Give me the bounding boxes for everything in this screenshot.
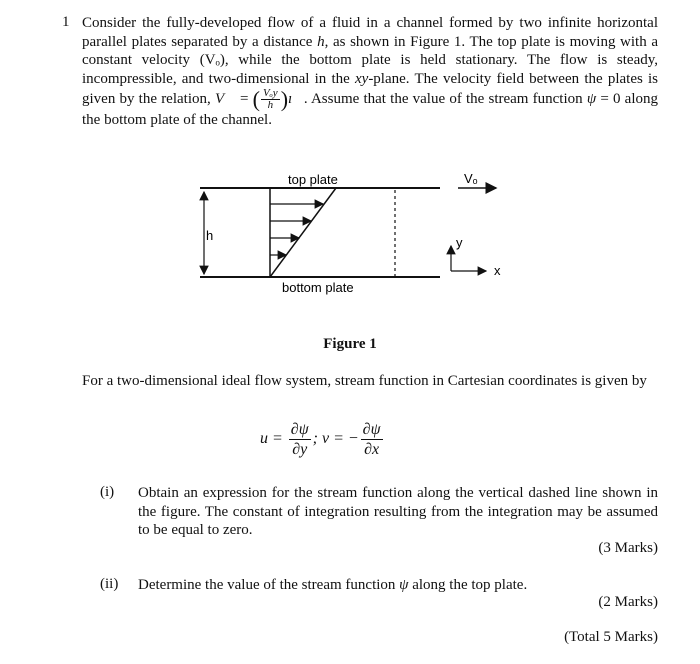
profile-diagonal [270, 188, 336, 277]
h-label: h [206, 228, 214, 243]
question-number: 1 [62, 14, 70, 30]
stream-function-equations: u = $\frac{\partial\psi}{\partial y}$ ; v = − $\frac{\partial\psi}{\partial x}$ [260, 421, 381, 458]
part-ii-marks: (2 Marks) [598, 594, 658, 610]
question-text: Consider the fully-developed flow of a fluid in a channel formed by two infinite horizontal parallel plates separated by a distance h, as shown in Figure 1. The top plate is moving with a constant velocity (Vₒ), while the bottom plate is held stationary. The flow is steady, incompressible, and two-dimensional in the xy-plane. The velocity field between the plates is given by the relation, V⃗ = ( $\frac{\text{Vₒy}}{h}$ )ı⃗. Assume that the value of the stream function ψ = 0 along the bottom plate of the channel. [82, 15, 659, 129]
velocity-label: Vₒ [464, 171, 478, 186]
figure-caption: Figure 1 [323, 336, 377, 352]
part-ii-text: Determine the value of the stream function ψ along the top plate. [138, 577, 528, 593]
channel-flow-figure [190, 166, 520, 306]
part-i-marks: (3 Marks) [598, 540, 658, 556]
part-i-label: (i) [100, 484, 115, 500]
part-i-text: Obtain an expression for the stream function along the vertical dashed line shown in the figure. The constant of integration resulting from the integration may be assumed to be equal to zero. [138, 485, 658, 539]
paragraph-stream-function: For a two-dimensional ideal flow system, stream function in Cartesian coordinates is given by [82, 373, 647, 389]
y-axis-label: y [456, 235, 463, 250]
bottom-plate-label: bottom plate [282, 280, 354, 295]
total-marks: (Total 5 Marks) [564, 629, 658, 645]
velocity-vector: V⃗ [214, 91, 236, 108]
x-axis-label: x [494, 263, 501, 278]
figure-svg [190, 166, 520, 306]
part-ii-label: (ii) [100, 576, 119, 592]
unit-vector-i: ı⃗ [288, 91, 304, 108]
velocity-fraction: $\frac{\text{Vₒy}}{h}$ [262, 87, 278, 112]
top-plate-label: top plate [288, 172, 338, 187]
